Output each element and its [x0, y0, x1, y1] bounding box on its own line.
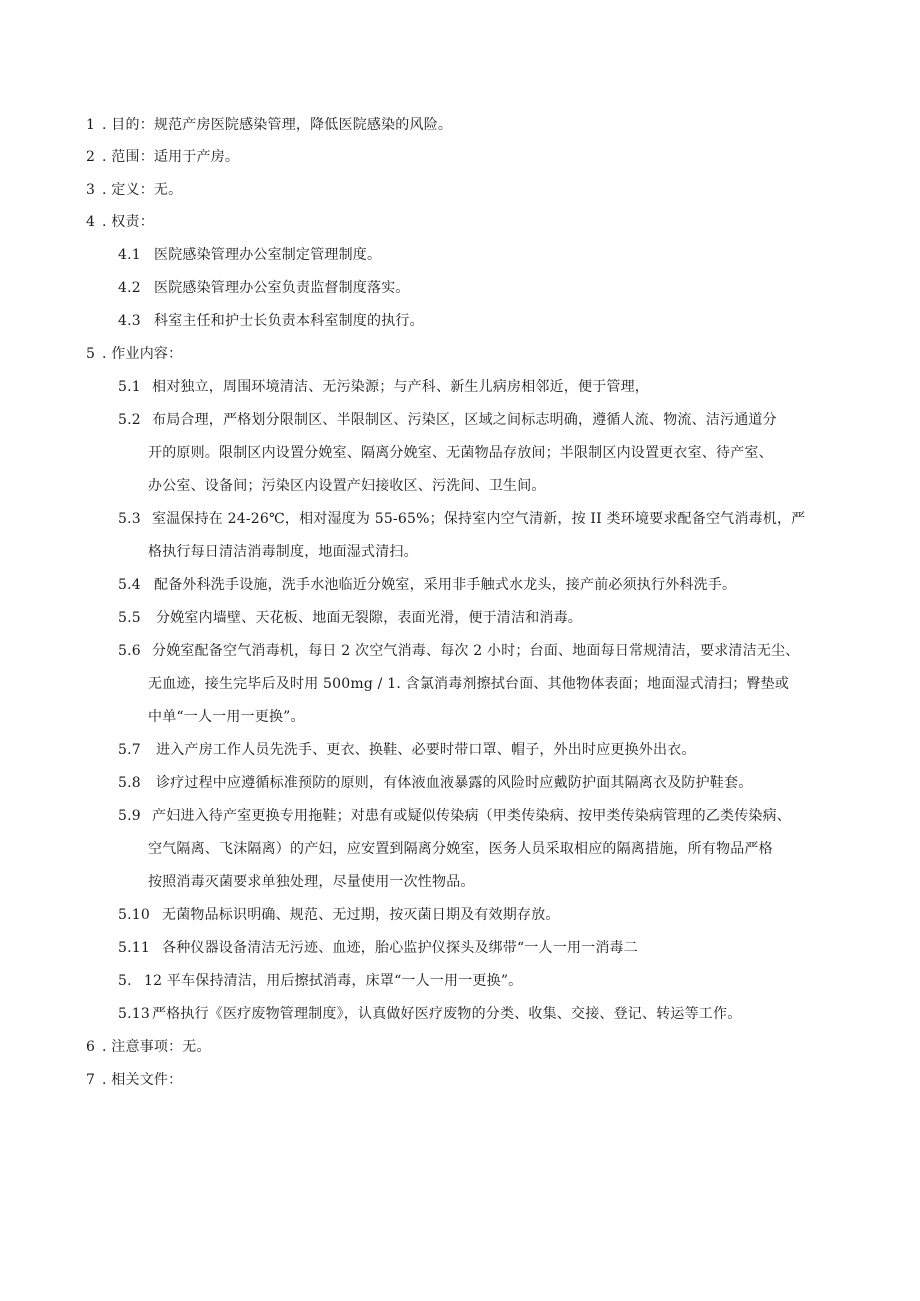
subsection-number: 4.2 [118, 280, 141, 296]
subsection-5-4 [118, 575, 736, 595]
subsection-5-7 [118, 740, 696, 760]
subsection-number: 4.3 [118, 313, 141, 329]
section-1-purpose [86, 115, 452, 135]
subsection-5-6-continuation: 无血迹，接生完毕后及时用 500mg / 1. 含氯消毒剂擦拭台面、其他物体表面；地面湿式清扫；臀垫或 [148, 676, 790, 692]
subsection-text: 科室主任和护士长负责本科室制度的执行。 [154, 313, 424, 329]
subsection-number: 5.3 [118, 511, 141, 527]
subsection-5-11 [118, 938, 638, 958]
section-text: . 作业内容： [102, 346, 183, 362]
section-4-responsibility [86, 212, 154, 232]
subsection-text: 12 平车保持清洁，用后擦拭消毒，床罩“一人一用一更换”。 [144, 973, 523, 989]
subsection-5-1 [118, 377, 649, 397]
section-number: 7 [86, 1072, 96, 1088]
subsection-5-2 [118, 410, 777, 430]
subsection-4-3 [118, 311, 424, 331]
section-text: . 范围：适用于产房。 [102, 149, 240, 165]
subsection-text: 诊疗过程中应遵循标准预防的原则，有体液血液暴露的风险时应戴防护面其隔离衣及防护鞋套。 [156, 775, 753, 791]
subsection-5-9-continuation: 按照消毒灭菌要求单独处理，尽量使用一次性物品。 [148, 874, 475, 890]
subsection-text: 医院感染管理办公室负责监督制度落实。 [154, 280, 410, 296]
subsection-5-5 [118, 608, 582, 628]
section-number: 1 [86, 117, 96, 133]
section-text: . 目的：规范产房医院感染管理，降低医院感染的风险。 [102, 117, 453, 133]
subsection-number: 5.6 [118, 643, 141, 659]
section-text: . 权责： [102, 214, 154, 230]
subsection-number: 5.11 [118, 940, 150, 956]
subsection-5-6 [118, 641, 799, 661]
subsection-5-3-continuation: 格执行每日清洁消毒制度，地面湿式清扫。 [148, 544, 418, 560]
section-7-related-documents [86, 1070, 182, 1090]
subsection-number: 5. [118, 973, 132, 989]
subsection-5-9 [118, 806, 791, 826]
section-number: 5 [86, 346, 96, 362]
subsection-text: 室温保持在 24-26℃，相对湿度为 55-65%；保持室内空气清新，按 II 类环境要求配备空气消毒机，严 [152, 511, 806, 527]
subsection-number: 5.2 [118, 412, 141, 428]
subsection-5-10 [118, 905, 560, 925]
subsection-number: 5.4 [118, 577, 141, 593]
section-number: 2 [86, 149, 96, 165]
subsection-5-13 [118, 1004, 741, 1024]
subsection-text: 分娩室内墙壁、天花板、地面无裂隙，表面光滑，便于清洁和消毒。 [156, 610, 582, 626]
subsection-number: 5.10 [118, 907, 150, 923]
section-text: . 定义：无。 [102, 182, 183, 198]
subsection-4-2 [118, 278, 410, 298]
subsection-5-3 [118, 509, 805, 529]
subsection-text: 布局合理，严格划分限制区、半限制区、污染区，区域之间标志明确，遵循人流、物流、洁污通道分 [152, 412, 777, 428]
section-3-definition [86, 180, 182, 200]
subsection-number: 5.7 [118, 742, 141, 758]
subsection-number: 5.1 [118, 379, 141, 395]
subsection-text: 严格执行《医疗废物管理制度》，认真做好医疗废物的分类、收集、交接、登记、转运等工作。 [152, 1006, 742, 1022]
subsection-number: 4.1 [118, 247, 141, 263]
subsection-5-12 [118, 971, 522, 991]
subsection-5-8 [118, 773, 752, 793]
subsection-number: 5.13 [118, 1006, 150, 1022]
subsection-5-9-continuation: 空气隔离、飞沫隔离）的产妇，应安置到隔离分娩室，医务人员采取相应的隔离措施，所有物品严格 [148, 841, 773, 857]
section-number: 6 [86, 1039, 96, 1055]
subsection-text: 无菌物品标识明确、规范、无过期，按灭菌日期及有效期存放。 [162, 907, 560, 923]
subsection-5-2-continuation: 开的原则。限制区内设置分娩室、隔离分娩室、无菌物品存放间；半限制区内设置更衣室、待产室、 [148, 445, 773, 461]
subsection-text: 分娩室配备空气消毒机，每日 2 次空气消毒、每次 2 小时；台面、地面每日常规清洁，要求清洁无尘、 [152, 643, 800, 659]
subsection-text: 各种仪器设备清洁无污迹、血迹，胎心监护仪探头及绑带“一人一用一消毒二 [162, 940, 638, 956]
subsection-text: 配备外科洗手设施，洗手水池临近分娩室，采用非手触式水龙头，接产前必须执行外科洗手。 [154, 577, 737, 593]
subsection-text: 相对独立，周围环境清洁、无污染源；与产科、新生儿病房相邻近，便于管理， [152, 379, 649, 395]
section-number: 4 [86, 214, 96, 230]
subsection-4-1 [118, 245, 381, 265]
section-number: 3 [86, 182, 96, 198]
subsection-5-6-continuation: 中单“一人一用一更换”。 [148, 709, 305, 725]
subsection-text: 产妇进入待产室更换专用拖鞋；对患有或疑似传染病（甲类传染病、按甲类传染病管理的乙类传染病、 [152, 808, 791, 824]
subsection-text: 进入产房工作人员先洗手、更衣、换鞋、必要时带口罩、帽子，外出时应更换外出衣。 [156, 742, 696, 758]
section-5-work-content [86, 344, 182, 364]
section-text: . 相关文件： [102, 1072, 183, 1088]
subsection-number: 5.9 [118, 808, 141, 824]
section-2-scope [86, 147, 239, 167]
section-6-notes [86, 1037, 211, 1057]
subsection-number: 5.8 [118, 775, 141, 791]
subsection-5-2-continuation: 办公室、设备间；污染区内设置产妇接收区、污洗间、卫生间。 [148, 478, 546, 494]
subsection-number: 5.5 [118, 610, 141, 626]
section-text: . 注意事项：无。 [102, 1039, 211, 1055]
subsection-text: 医院感染管理办公室制定管理制度。 [154, 247, 382, 263]
